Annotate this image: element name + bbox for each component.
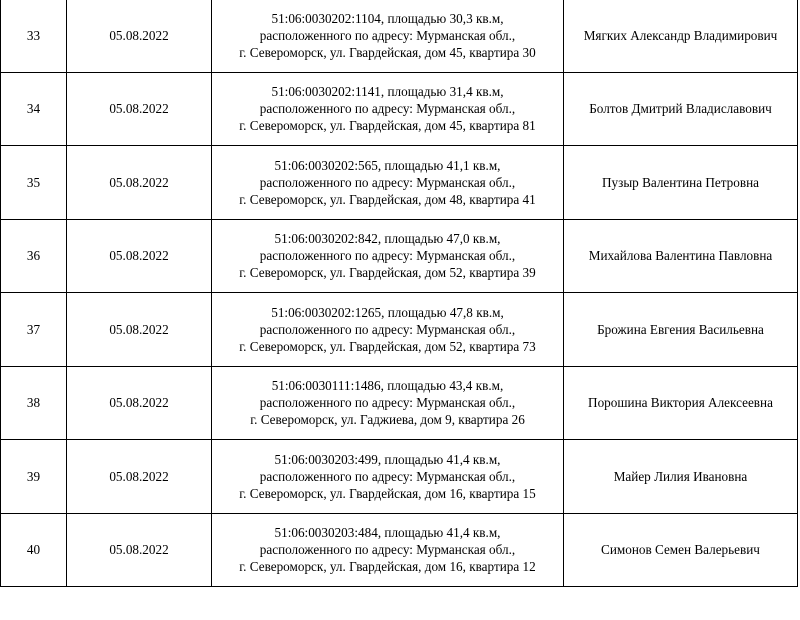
row-date: 05.08.2022 bbox=[67, 366, 212, 440]
owner-name: Михайлова Валентина Павловна bbox=[564, 219, 798, 293]
row-number: 40 bbox=[1, 513, 67, 587]
row-number: 34 bbox=[1, 72, 67, 146]
description-line: г. Североморск, ул. Гаджиева, дом 9, квартира 26 bbox=[250, 412, 525, 428]
description-line: 51:06:0030203:499, площадью 41,4 кв.м, bbox=[274, 451, 501, 467]
table-row bbox=[1, 0, 798, 72]
description-line: расположенного по адресу: Мурманская обл., bbox=[259, 101, 516, 117]
property-description bbox=[212, 513, 564, 587]
owner-name: Брожина Евгения Васильевна bbox=[564, 293, 798, 367]
table-row bbox=[1, 219, 798, 293]
row-date: 05.08.2022 bbox=[67, 0, 212, 72]
description-line: расположенного по адресу: Мурманская обл., bbox=[259, 248, 516, 264]
row-date: 05.08.2022 bbox=[67, 146, 212, 220]
row-date: 05.08.2022 bbox=[67, 440, 212, 514]
description-line: 51:06:0030202:1265, площадью 47,8 кв.м, bbox=[271, 304, 504, 320]
property-description bbox=[212, 146, 564, 220]
description-line: г. Североморск, ул. Гвардейская, дом 16, квартира 12 bbox=[239, 559, 536, 575]
property-description bbox=[212, 72, 564, 146]
description-line: 51:06:0030202:1141, площадью 31,4 кв.м, bbox=[271, 84, 504, 100]
description-line: расположенного по адресу: Мурманская обл., bbox=[259, 395, 516, 411]
owner-name: Симонов Семен Валерьевич bbox=[564, 513, 798, 587]
property-description bbox=[212, 440, 564, 514]
table-row bbox=[1, 72, 798, 146]
property-description bbox=[212, 219, 564, 293]
description-line: г. Североморск, ул. Гвардейская, дом 45, квартира 30 bbox=[239, 44, 536, 60]
table-row bbox=[1, 146, 798, 220]
row-date: 05.08.2022 bbox=[67, 513, 212, 587]
row-number: 33 bbox=[1, 0, 67, 72]
description-line: расположенного по адресу: Мурманская обл., bbox=[259, 321, 516, 337]
owner-name: Порошина Виктория Алексеевна bbox=[564, 366, 798, 440]
property-description bbox=[212, 366, 564, 440]
property-description bbox=[212, 0, 564, 72]
description-line: г. Североморск, ул. Гвардейская, дом 52, квартира 39 bbox=[239, 265, 536, 281]
description-line: расположенного по адресу: Мурманская обл., bbox=[259, 27, 516, 43]
description-line: г. Североморск, ул. Гвардейская, дом 52, квартира 73 bbox=[239, 338, 536, 354]
row-date: 05.08.2022 bbox=[67, 219, 212, 293]
table-row bbox=[1, 366, 798, 440]
description-line: 51:06:0030203:484, площадью 41,4 кв.м, bbox=[274, 525, 501, 541]
description-line: расположенного по адресу: Мурманская обл., bbox=[259, 542, 516, 558]
description-line: расположенного по адресу: Мурманская обл., bbox=[259, 174, 516, 190]
description-line: 51:06:0030202:842, площадью 47,0 кв.м, bbox=[274, 231, 501, 247]
description-line: 51:06:0030202:565, площадью 41,1 кв.м, bbox=[274, 157, 501, 173]
description-line: расположенного по адресу: Мурманская обл., bbox=[259, 468, 516, 484]
description-line: г. Североморск, ул. Гвардейская, дом 16, квартира 15 bbox=[239, 485, 536, 501]
row-number: 37 bbox=[1, 293, 67, 367]
table-body bbox=[1, 0, 798, 587]
table-row bbox=[1, 293, 798, 367]
owner-name: Майер Лилия Ивановна bbox=[564, 440, 798, 514]
property-description bbox=[212, 293, 564, 367]
owner-name: Мягких Александр Владимирович bbox=[564, 0, 798, 72]
description-line: 51:06:0030202:1104, площадью 30,3 кв.м, bbox=[271, 10, 504, 26]
row-number: 39 bbox=[1, 440, 67, 514]
table-row bbox=[1, 513, 798, 587]
row-date: 05.08.2022 bbox=[67, 72, 212, 146]
table-row bbox=[1, 440, 798, 514]
row-date: 05.08.2022 bbox=[67, 293, 212, 367]
row-number: 36 bbox=[1, 219, 67, 293]
row-number: 35 bbox=[1, 146, 67, 220]
description-line: 51:06:0030111:1486, площадью 43,4 кв.м, bbox=[271, 378, 504, 394]
owner-name: Пузыр Валентина Петровна bbox=[564, 146, 798, 220]
description-line: г. Североморск, ул. Гвардейская, дом 48, квартира 41 bbox=[239, 191, 536, 207]
description-line: г. Североморск, ул. Гвардейская, дом 45, квартира 81 bbox=[239, 118, 536, 134]
row-number: 38 bbox=[1, 366, 67, 440]
owner-name: Болтов Дмитрий Владиславович bbox=[564, 72, 798, 146]
